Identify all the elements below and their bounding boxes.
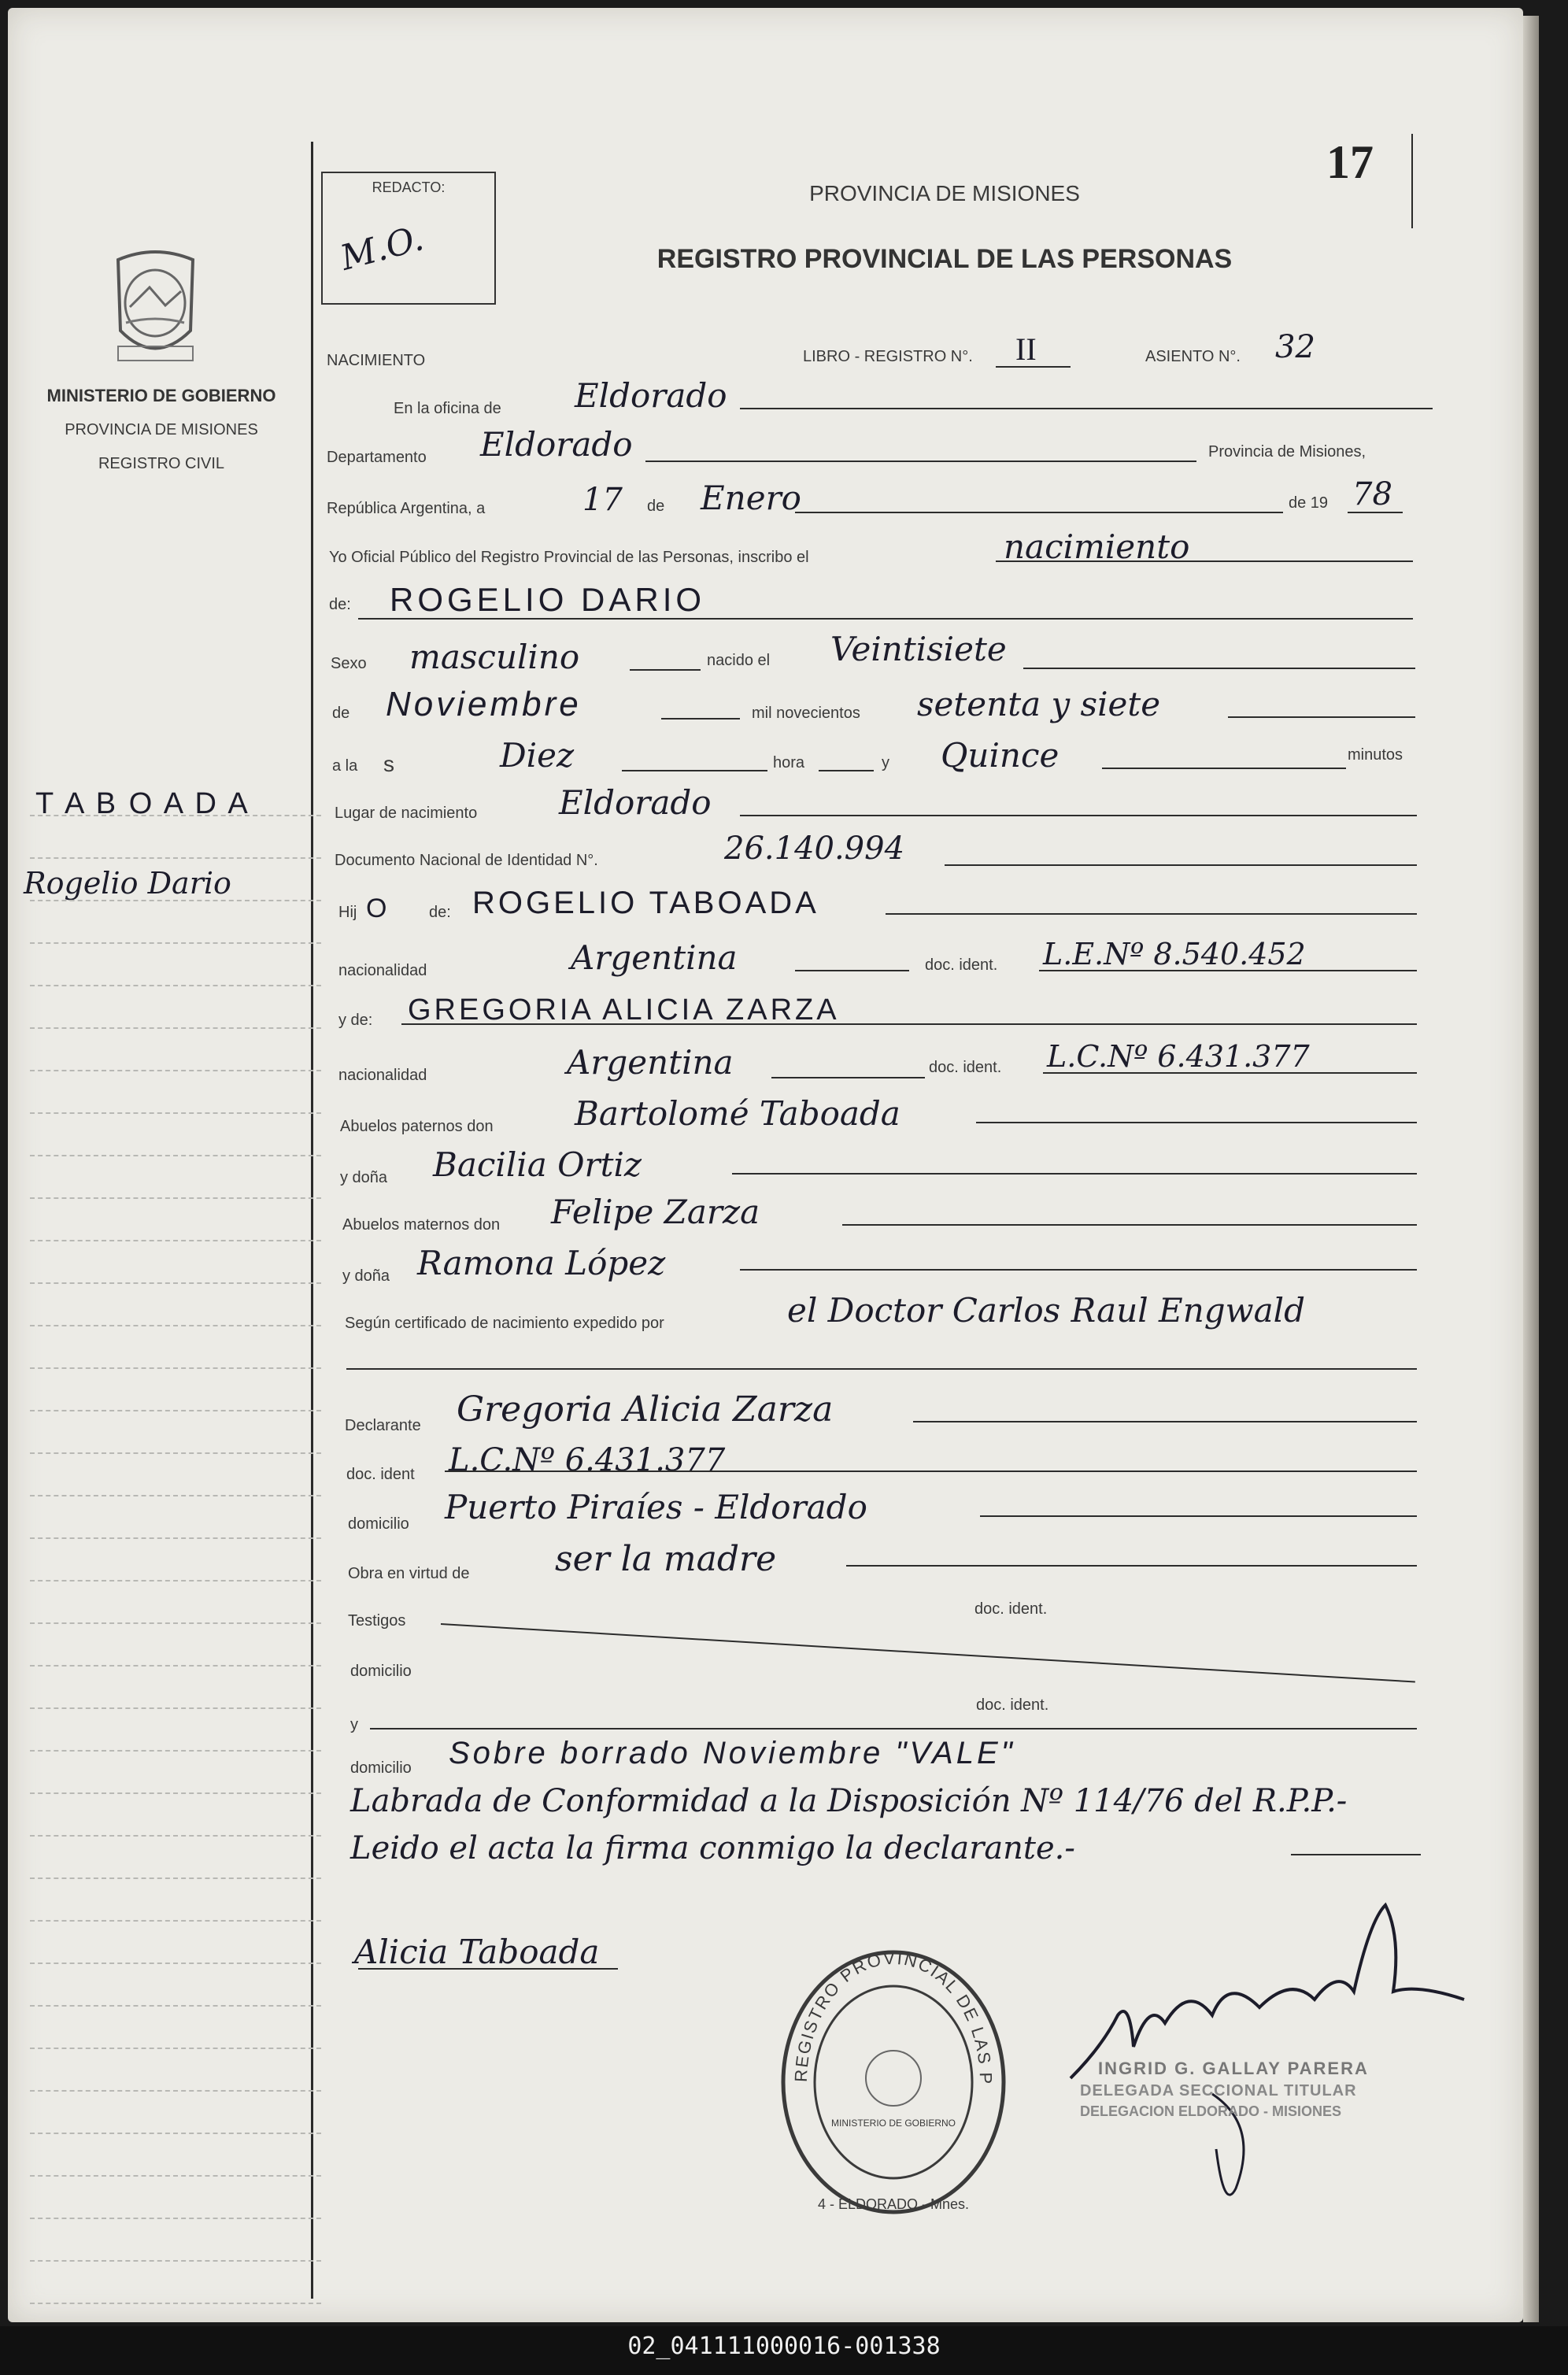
madre-doc: L.C.Nº 6.431.377	[1047, 1039, 1310, 1074]
declarante-signature-underline	[358, 1968, 618, 1970]
official-office: DELEGACION ELDORADO - MISIONES	[1080, 2103, 1342, 2119]
image-id-label: 02_041111000016-001338	[627, 2332, 941, 2360]
declarante-doc: L.C.Nº 6.431.377	[449, 1442, 726, 1478]
lugar-value: Eldorado	[559, 783, 712, 822]
obra-label: Obra en virtud de	[348, 1565, 470, 1582]
docident2-label-2: doc. ident.	[976, 1696, 1049, 1714]
margin-given-names: Rogelio Dario	[24, 866, 231, 901]
alas-label: a la	[332, 757, 358, 775]
margin-rule-line	[30, 815, 321, 816]
oficina-value: Eldorado	[575, 376, 727, 415]
margin-rule-line	[30, 1325, 321, 1326]
nacido-value: Veintisiete	[830, 630, 1007, 668]
ab-mat-label: Abuelos maternos don	[342, 1216, 501, 1234]
hijo-suffix: O	[366, 893, 387, 923]
stamp-bottom-text: 4 - ELDORADO - Mnes.	[817, 2196, 970, 2212]
ab-pat-don: Bartolomé Taboada	[575, 1094, 900, 1133]
madre-nac: Argentina	[567, 1043, 734, 1082]
anio-nac: setenta y siete	[917, 685, 1161, 723]
lugar-label: Lugar de nacimiento	[335, 805, 478, 822]
de-nombre-label: de:	[329, 596, 351, 613]
declarante-signature: Alicia Taboada	[354, 1933, 600, 1971]
dni-label: Documento Nacional de Identidad N°.	[335, 852, 598, 869]
margin-rule-line	[30, 1835, 321, 1837]
official-signature	[1055, 1889, 1496, 2220]
province-label: PROVINCIA DE MISIONES	[65, 421, 258, 438]
official-name: INGRID G. GALLAY PARERA	[1098, 2059, 1369, 2078]
nota-leido: Leido el acta la firma conmigo la declarante.-	[350, 1830, 1075, 1866]
hora-label: hora	[773, 754, 805, 771]
cert-label: Según certificado de nacimiento expedido por	[345, 1315, 664, 1332]
domicilio3-label: domicilio	[350, 1759, 412, 1777]
margin-rule-line	[30, 1410, 321, 1411]
margin-surname: T A B O A D A	[35, 787, 250, 820]
padre-value: ROGELIO TABOADA	[472, 886, 819, 920]
mil-label: mil novecientos	[752, 705, 860, 722]
margin-rule-line	[30, 1282, 321, 1284]
ministry-label: MINISTERIO DE GOBIERNO	[46, 386, 276, 405]
departamento-label: Departamento	[327, 449, 427, 466]
redacto-initials: M.O.	[336, 218, 428, 279]
ydona-label-mat: y doña	[342, 1267, 390, 1285]
nacimiento-label: NACIMIENTO	[327, 352, 426, 369]
provincia-label: Provincia de Misiones,	[1208, 443, 1366, 461]
libro-label: LIBRO - REGISTRO N°.	[803, 348, 973, 365]
margin-rule-line	[30, 942, 321, 944]
margin-rule-line	[30, 1750, 321, 1752]
minutos-label: minutos	[1348, 746, 1403, 764]
fecha-anio: 78	[1352, 476, 1392, 512]
de19-label: de 19	[1289, 494, 1329, 512]
yde-label: y de:	[338, 1012, 373, 1029]
domicilio2-label: domicilio	[350, 1663, 412, 1680]
margin-rule-line	[30, 2005, 321, 2007]
testigos-label: Testigos	[348, 1612, 406, 1630]
margin-rule-line	[30, 1920, 321, 1922]
de2-label: de	[332, 705, 350, 722]
margin-rule-line	[30, 1580, 321, 1581]
header-province: PROVINCIA DE MISIONES	[809, 181, 1080, 205]
margin-rule-line	[30, 1495, 321, 1496]
nota-sobre-borrado: Sobre borrado Noviembre "VALE"	[449, 1736, 1015, 1770]
margin-rule-line	[30, 1537, 321, 1539]
y-label: y	[882, 754, 889, 771]
margin-rule-line	[30, 2303, 321, 2304]
ydona-label-pat: y doña	[340, 1169, 388, 1186]
margin-rule-line	[30, 1155, 321, 1156]
margin-rule-line	[30, 1197, 321, 1199]
margin-rule-line	[30, 1963, 321, 1964]
page-edge	[1523, 16, 1539, 2322]
oficial-label: Yo Oficial Público del Registro Provincial de las Personas, inscribo el	[329, 549, 809, 566]
margin-rule-line	[30, 1070, 321, 1071]
margin-rule-line	[30, 1027, 321, 1029]
cert-value: el Doctor Carlos Raul Engwald	[787, 1291, 1305, 1330]
page-number: 17	[1326, 136, 1374, 188]
nota-labrada: Labrada de Conformidad a la Disposición Nº 114/76 del R.P.P.-	[350, 1783, 1348, 1819]
right-divider	[1411, 134, 1413, 228]
domicilio-value: Puerto Piraíes - Eldorado	[445, 1488, 867, 1526]
de3-label: de:	[429, 904, 451, 921]
docident-label: doc. ident	[346, 1466, 415, 1483]
coat-of-arms-icon	[102, 244, 209, 370]
nacido-label: nacido el	[707, 652, 771, 669]
declarante-value: Gregoria Alicia Zarza	[457, 1389, 834, 1430]
padre-doc: L.E.Nº 8.540.452	[1043, 937, 1306, 971]
dni-value: 26.140.994	[724, 831, 905, 867]
ab-pat-label: Abuelos paternos don	[340, 1118, 494, 1135]
stamp-inner-text: MINISTERIO DE GOBIERNO	[830, 2118, 956, 2129]
alas-suffix: s	[383, 752, 394, 776]
oficina-label: En la oficina de	[394, 400, 501, 417]
minutos-value: Quince	[941, 736, 1060, 775]
declarante-label: Declarante	[345, 1417, 421, 1434]
asiento-label: ASIENTO N°.	[1145, 348, 1241, 365]
margin-rule-line	[30, 2090, 321, 2092]
stamp-arc-text: REGISTRO PROVINCIAL DE LAS P	[790, 1948, 997, 2086]
hora-value: Diez	[500, 736, 575, 775]
departamento-value: Eldorado	[480, 425, 633, 464]
margin-rule-line	[30, 1707, 321, 1709]
y2-label: y	[350, 1716, 358, 1733]
redacto-box	[321, 172, 496, 305]
obra-value: ser la madre	[555, 1539, 777, 1579]
fecha-dia: 17	[582, 482, 623, 518]
sexo-label: Sexo	[331, 655, 367, 672]
margin-rule-line	[30, 2175, 321, 2177]
sexo-value: masculino	[409, 638, 580, 676]
fecha-mes: Enero	[701, 479, 801, 517]
republica-label: República Argentina, a	[327, 500, 486, 517]
margin-rule-line	[30, 1622, 321, 1624]
margin-rule-line	[30, 2218, 321, 2219]
domicilio-label: domicilio	[348, 1515, 409, 1533]
margin-rule-line	[30, 985, 321, 986]
margin-rule-line	[30, 857, 321, 859]
libro-value: II	[1015, 331, 1037, 367]
margin-rule-line	[30, 1877, 321, 1879]
office-label: REGISTRO CIVIL	[98, 455, 225, 472]
nombre-value: ROGELIO DARIO	[390, 581, 706, 618]
hijo-label: Hij	[338, 904, 357, 921]
nac-label-madre: nacionalidad	[338, 1067, 427, 1084]
nac-label-padre: nacionalidad	[338, 962, 427, 979]
oficial-value: nacimiento	[1004, 527, 1190, 566]
margin-rule-line	[30, 2048, 321, 2049]
docident2-label-1: doc. ident.	[974, 1600, 1048, 1618]
redacto-label: REDACTO:	[372, 179, 446, 195]
de-label: de	[647, 498, 665, 515]
official-stamp	[775, 1944, 1011, 2220]
margin-rule-line	[30, 2260, 321, 2262]
official-title: DELEGADA SECCIONAL TITULAR	[1080, 2082, 1357, 2099]
margin-rule-line	[30, 900, 321, 901]
madre-value: GREGORIA ALICIA ZARZA	[408, 993, 840, 1027]
margin-rule-line	[30, 1112, 321, 1114]
svg-text:REGISTRO PROVINCIAL DE LAS PER	[775, 1944, 996, 2085]
padre-nac: Argentina	[571, 938, 738, 977]
margin-rule-line	[30, 1792, 321, 1794]
doc-label-madre: doc. ident.	[929, 1059, 1002, 1076]
ab-mat-dona: Ramona López	[417, 1244, 666, 1282]
mes-nac: Noviembre	[386, 685, 582, 723]
margin-divider	[311, 142, 313, 2299]
header-title: REGISTRO PROVINCIAL DE LAS PERSONAS	[656, 244, 1233, 274]
margin-rule-line	[30, 2133, 321, 2134]
asiento-value: 32	[1275, 329, 1315, 365]
margin-rule-line	[30, 1367, 321, 1369]
ab-pat-dona: Bacilia Ortiz	[433, 1145, 642, 1184]
ab-mat-don: Felipe Zarza	[551, 1193, 760, 1231]
doc-label-padre: doc. ident.	[925, 956, 998, 974]
margin-rule-line	[30, 1665, 321, 1667]
margin-rule-line	[30, 1452, 321, 1454]
margin-rule-line	[30, 1240, 321, 1241]
